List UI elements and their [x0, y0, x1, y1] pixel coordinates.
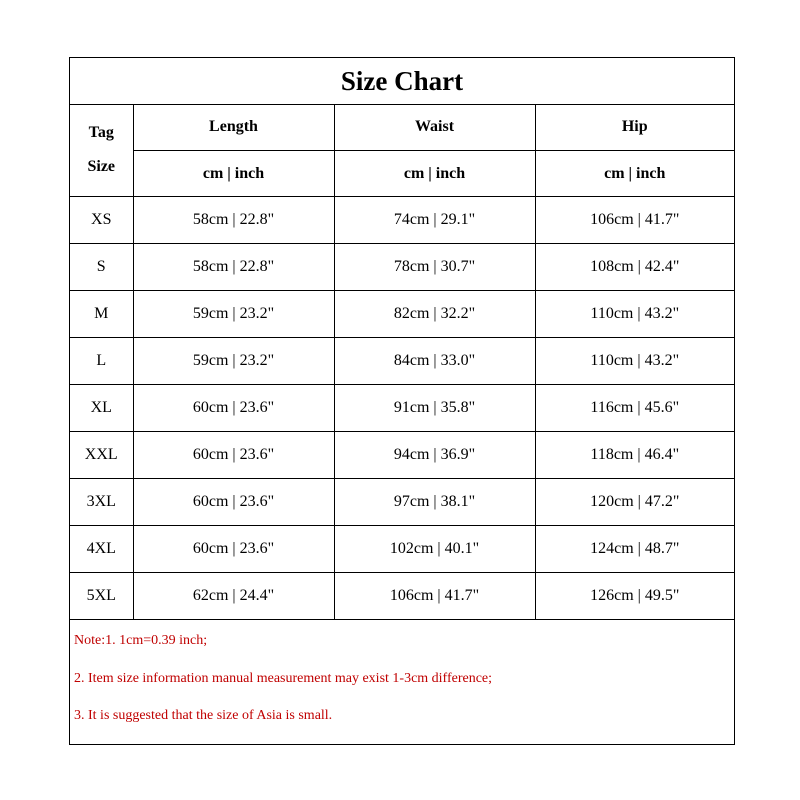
- note-1: Note:1. 1cm=0.39 inch;: [74, 633, 208, 648]
- size-label: Size: [87, 158, 116, 175]
- table-row: [70, 479, 734, 526]
- hip-cell: 118cm | 46.4": [535, 432, 734, 479]
- table-row: [70, 244, 734, 291]
- length-cell: 60cm | 23.6": [133, 526, 334, 573]
- hip-cell: 110cm | 43.2": [535, 338, 734, 385]
- hip-cell: 110cm | 43.2": [535, 291, 734, 338]
- size-table: [70, 104, 734, 620]
- length-cell: 62cm | 24.4": [133, 573, 334, 620]
- table-row: [70, 526, 734, 573]
- waist-cell: 106cm | 41.7": [334, 573, 535, 620]
- length-units: cm | inch: [133, 151, 334, 197]
- size-cell: 3XL: [70, 479, 133, 526]
- size-cell: XS: [70, 197, 133, 244]
- waist-cell: 102cm | 40.1": [334, 526, 535, 573]
- table-row: [70, 197, 734, 244]
- waist-cell: 84cm | 33.0": [334, 338, 535, 385]
- length-cell: 60cm | 23.6": [133, 479, 334, 526]
- length-cell: 58cm | 22.8": [133, 197, 334, 244]
- length-header: Length: [133, 104, 334, 151]
- table-row: [70, 338, 734, 385]
- size-cell: M: [70, 291, 133, 338]
- waist-cell: 74cm | 29.1": [334, 197, 535, 244]
- waist-header: Waist: [334, 104, 535, 151]
- table-row: [70, 573, 734, 620]
- note-2: 2. Item size information manual measurement may exist 1-3cm difference;: [74, 671, 493, 686]
- table-row: [70, 385, 734, 432]
- length-cell: 58cm | 22.8": [133, 244, 334, 291]
- size-cell: XXL: [70, 432, 133, 479]
- hip-cell: 126cm | 49.5": [535, 573, 734, 620]
- hip-header: Hip: [535, 104, 734, 151]
- length-cell: 60cm | 23.6": [133, 385, 334, 432]
- size-chart-frame: [69, 57, 735, 745]
- size-cell: 4XL: [70, 526, 133, 573]
- waist-cell: 78cm | 30.7": [334, 244, 535, 291]
- length-cell: 59cm | 23.2": [133, 291, 334, 338]
- tag-size-header: [70, 104, 133, 197]
- table-row: [70, 432, 734, 479]
- size-cell: S: [70, 244, 133, 291]
- hip-cell: 116cm | 45.6": [535, 385, 734, 432]
- size-cell: XL: [70, 385, 133, 432]
- note-3: 3. It is suggested that the size of Asia is small.: [74, 708, 333, 723]
- size-cell: L: [70, 338, 133, 385]
- waist-cell: 97cm | 38.1": [334, 479, 535, 526]
- waist-units: cm | inch: [334, 151, 535, 197]
- header-row: [70, 104, 734, 151]
- length-cell: 59cm | 23.2": [133, 338, 334, 385]
- chart-title: Size Chart: [70, 58, 734, 105]
- size-cell: 5XL: [70, 573, 133, 620]
- hip-cell: 124cm | 48.7": [535, 526, 734, 573]
- hip-cell: 106cm | 41.7": [535, 197, 734, 244]
- length-cell: 60cm | 23.6": [133, 432, 334, 479]
- waist-cell: 94cm | 36.9": [334, 432, 535, 479]
- waist-cell: 82cm | 32.2": [334, 291, 535, 338]
- hip-cell: 120cm | 47.2": [535, 479, 734, 526]
- waist-cell: 91cm | 35.8": [334, 385, 535, 432]
- tag-label: Tag: [88, 124, 114, 141]
- hip-cell: 108cm | 42.4": [535, 244, 734, 291]
- table-row: [70, 291, 734, 338]
- hip-units: cm | inch: [535, 151, 734, 197]
- units-row: [70, 151, 734, 197]
